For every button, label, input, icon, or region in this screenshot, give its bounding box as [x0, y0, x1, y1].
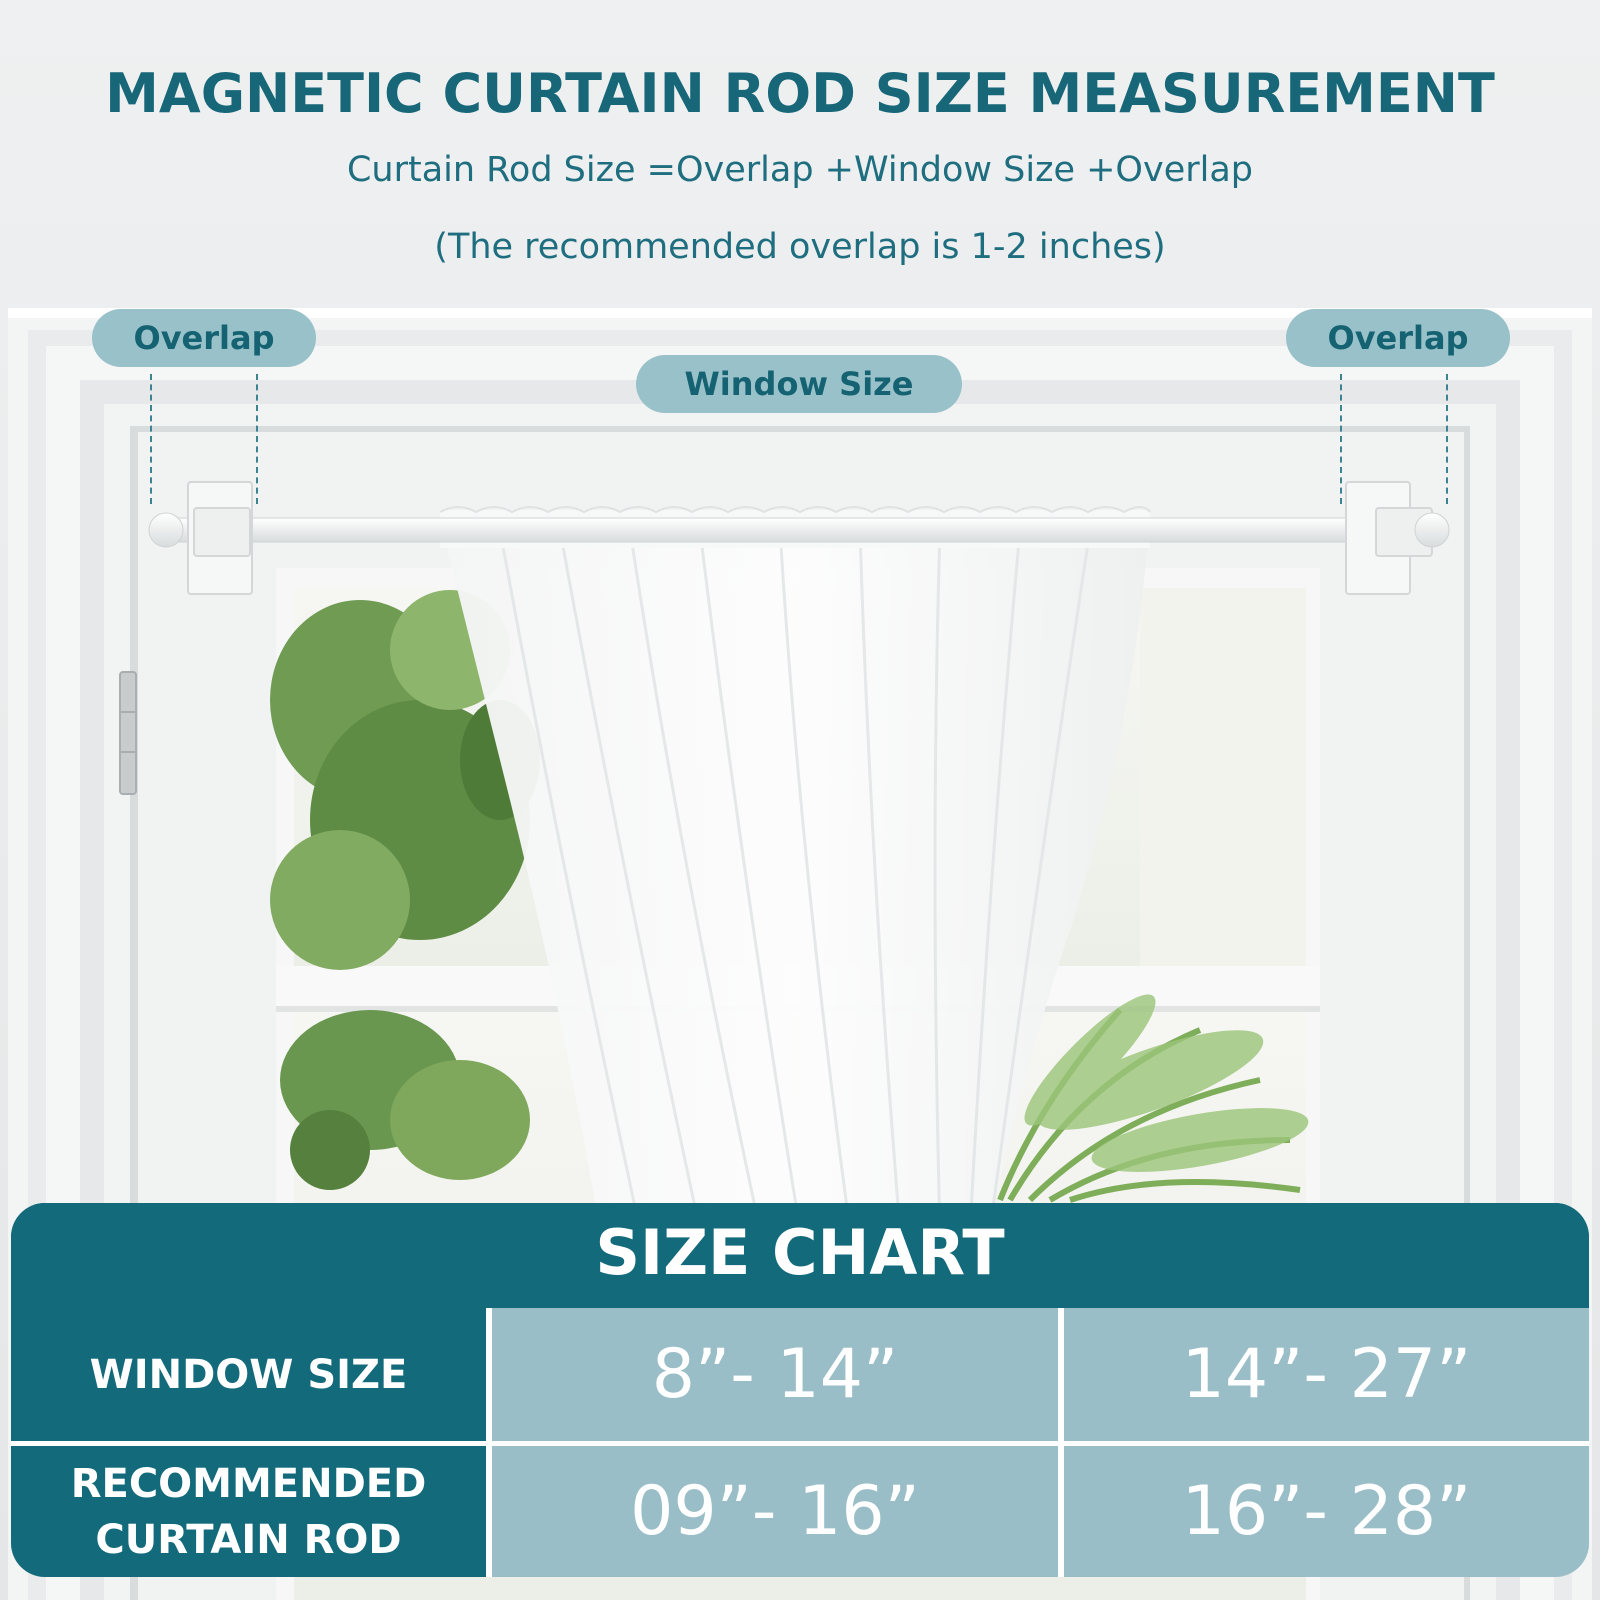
overlap-label-left: Overlap [92, 309, 316, 367]
row-header-window-size [11, 1308, 486, 1441]
overlap-guide-line [1446, 374, 1448, 504]
window-size-label: Window Size [636, 355, 962, 413]
size-chart-table [11, 1203, 1589, 1577]
table-row [11, 1446, 1589, 1577]
overlap-guide-line [256, 374, 258, 504]
page-title: MAGNETIC CURTAIN ROD SIZE MEASUREMENT [105, 62, 1495, 125]
rod-size-formula: Curtain Rod Size =Overlap +Window Size +Overlap [346, 150, 1254, 190]
table-cell: 16”- 28” [1064, 1446, 1589, 1577]
size-chart-grid [11, 1308, 1589, 1577]
row-header-label: CURTAIN ROD [95, 1516, 402, 1563]
table-cell: 8”- 14” [492, 1308, 1058, 1441]
row-header-label: WINDOW SIZE [89, 1351, 408, 1398]
table-row [11, 1308, 1589, 1441]
size-chart-title: SIZE CHART [11, 1203, 1589, 1302]
overlap-label-right: Overlap [1286, 309, 1510, 367]
table-cell: 14”- 27” [1064, 1308, 1589, 1441]
overlap-guide-line [150, 374, 152, 504]
row-header-label: RECOMMENDED [70, 1460, 427, 1507]
overlap-note: (The recommended overlap is 1-2 inches) [434, 227, 1166, 267]
row-header-recommended-rod [11, 1446, 486, 1577]
overlap-guide-line [1340, 374, 1342, 504]
hinge [120, 672, 136, 794]
table-cell: 09”- 16” [492, 1446, 1058, 1577]
